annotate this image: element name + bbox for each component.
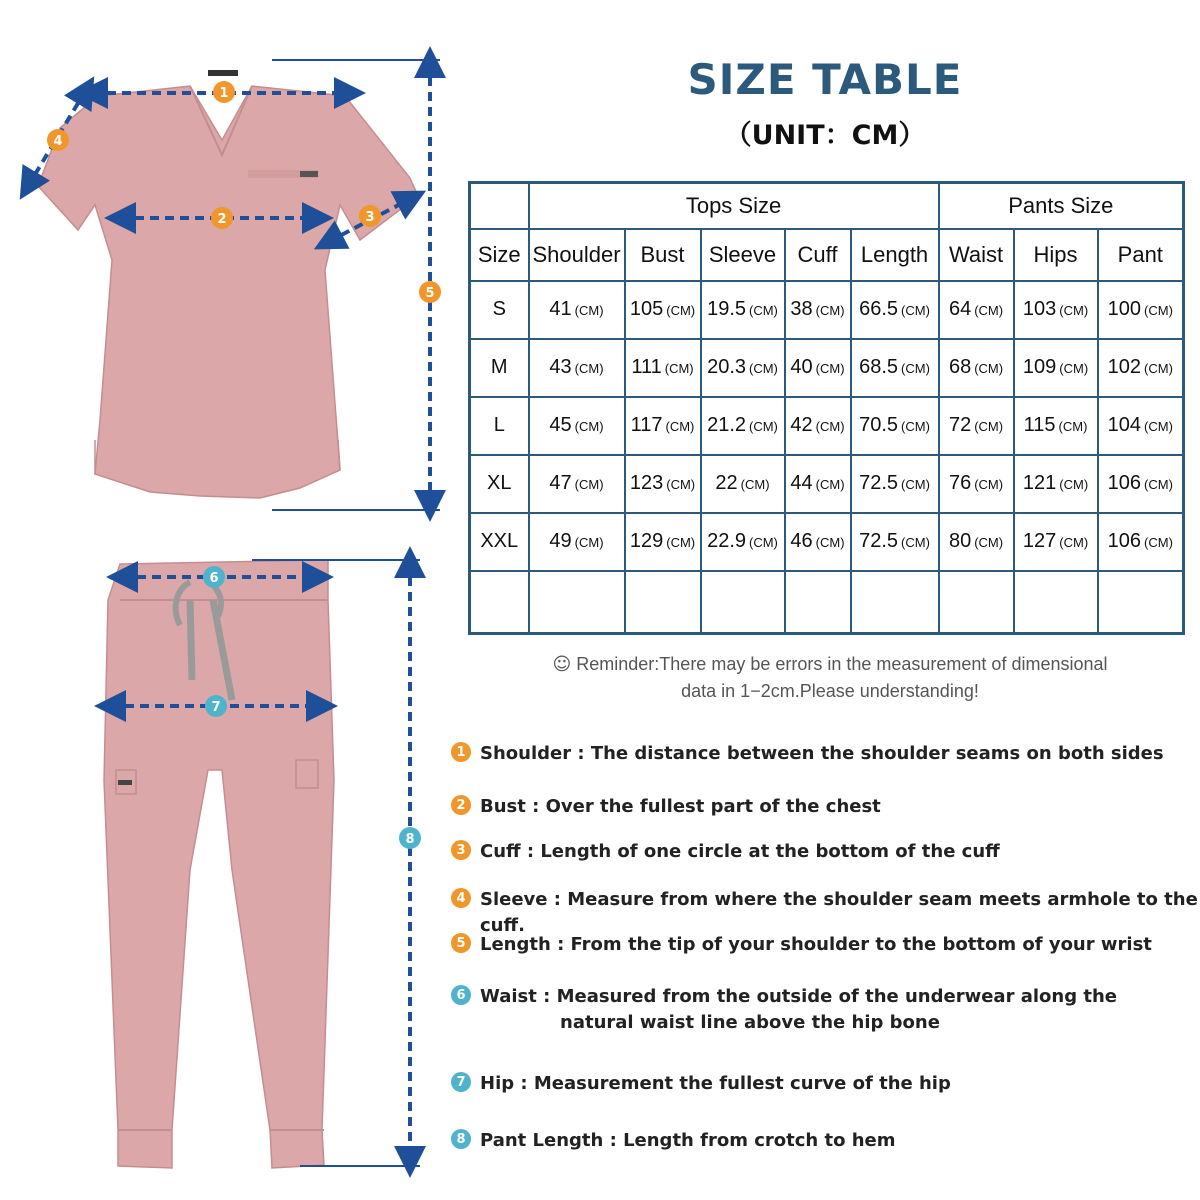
- legend-item: [451, 932, 1152, 958]
- reminder-line-2: data in 1−2cm.Please understanding!: [681, 681, 979, 701]
- measurement-cell: [851, 397, 939, 455]
- marker-3: [359, 205, 381, 227]
- legend-line: Waist : Measured from the outside of the underwear along the: [480, 986, 1117, 1007]
- measurement-cell: [701, 513, 785, 571]
- measurement-cell: [625, 339, 701, 397]
- reminder-line-1: Reminder:There may be errors in the measurement of dimensional: [576, 654, 1108, 674]
- unit-label: (CM): [665, 419, 695, 434]
- measurement-value: 102: [1107, 356, 1142, 378]
- legend-item: [451, 984, 1117, 1036]
- legend-item: [451, 1128, 896, 1154]
- measurement-value: 43: [549, 356, 572, 378]
- unit-label: (CM): [1144, 477, 1173, 492]
- group-header-pants: Pants Size: [939, 183, 1184, 229]
- unit-label: (CM): [749, 361, 778, 376]
- legend-item: [451, 1071, 951, 1097]
- unit-label: (CM): [574, 477, 604, 492]
- measurement-cell: [1098, 281, 1184, 339]
- measurement-value: 80: [948, 530, 972, 552]
- measurement-value: 109: [1022, 356, 1057, 378]
- unit-label: (CM): [574, 419, 604, 434]
- measurement-cell: [701, 397, 785, 455]
- measurement-cell: [529, 281, 625, 339]
- unit-label: （UNIT：CM）: [724, 120, 926, 151]
- svg-text:6: 6: [209, 571, 219, 586]
- measurement-value: 66.5: [859, 298, 899, 320]
- measurement-cell: [1098, 339, 1184, 397]
- measurement-cell: [1014, 339, 1098, 397]
- column-header: Size: [470, 229, 529, 281]
- svg-text:2: 2: [217, 212, 227, 227]
- table-row: [470, 397, 1184, 455]
- measurement-value: 64: [948, 298, 972, 320]
- legend-text: [480, 839, 1000, 865]
- measurement-cell: [1014, 455, 1098, 513]
- table-row: [470, 455, 1184, 513]
- measurement-cell: [625, 513, 701, 571]
- unit-label: (CM): [974, 419, 1004, 434]
- unit-label: (CM): [574, 303, 604, 318]
- table-row: [470, 281, 1184, 339]
- measurement-cell: [851, 455, 939, 513]
- measurement-value: 117: [630, 414, 663, 436]
- legend-item: [451, 794, 881, 820]
- svg-text:1: 1: [219, 86, 229, 101]
- svg-text:5: 5: [425, 286, 435, 301]
- unit-label: (CM): [664, 361, 694, 376]
- legend-text: [480, 932, 1152, 958]
- unit-label: (CM): [1059, 477, 1089, 492]
- unit-label: (CM): [815, 303, 845, 318]
- legend-line: natural waist line above the hip bone: [560, 1012, 940, 1033]
- scrub-pants: [104, 560, 334, 1168]
- unit-label: (CM): [574, 361, 604, 376]
- measurement-cell: [701, 281, 785, 339]
- unit-label: (CM): [815, 535, 845, 550]
- measurement-value: 115: [1023, 414, 1056, 436]
- legend-line: Sleeve : Measure from where the shoulder seam meets armhole to the cuff.: [480, 889, 1198, 936]
- measurement-cell: [785, 397, 851, 455]
- measurement-value: 76: [948, 472, 972, 494]
- measurement-value: 106: [1107, 530, 1142, 552]
- measurement-value: 41: [549, 298, 572, 320]
- measurement-cell: [1014, 281, 1098, 339]
- measurement-value: 38: [790, 298, 813, 320]
- number-badge: 8: [451, 1129, 471, 1149]
- table-row: [470, 339, 1184, 397]
- measurement-value: 40: [790, 356, 813, 378]
- measurement-value: 123: [629, 472, 664, 494]
- column-header: Shoulder: [529, 229, 625, 281]
- table-row: [470, 513, 1184, 571]
- measurement-value: 68.5: [859, 356, 899, 378]
- measurement-value: 72: [948, 414, 972, 436]
- unit-label: (CM): [1059, 361, 1089, 376]
- number-badge: 5: [451, 933, 471, 953]
- measurement-value: 72.5: [859, 530, 899, 552]
- legend-text: [480, 1128, 896, 1154]
- column-header: Cuff: [785, 229, 851, 281]
- number-badge: 3: [451, 840, 471, 860]
- measurement-value: 105: [629, 298, 664, 320]
- svg-text:3: 3: [365, 210, 375, 225]
- legend-line: Cuff : Length of one circle at the bottom of the cuff: [480, 841, 1000, 862]
- unit-label: (CM): [901, 419, 930, 434]
- svg-text:4: 4: [53, 134, 63, 149]
- unit-label: (CM): [1144, 303, 1173, 318]
- size-cell: M: [470, 339, 529, 397]
- measurement-cell: [1098, 513, 1184, 571]
- empty-cell: [1014, 571, 1098, 634]
- empty-cell: [1098, 571, 1184, 634]
- legend-line: Hip : Measurement the fullest curve of the hip: [480, 1073, 951, 1094]
- measurement-cell: [939, 339, 1014, 397]
- measurement-value: 68: [948, 356, 972, 378]
- size-cell: XXL: [470, 513, 529, 571]
- column-header: Sleeve: [701, 229, 785, 281]
- legend-line: Bust : Over the fullest part of the chest: [480, 796, 881, 817]
- measurement-cell: [529, 513, 625, 571]
- unit-label: (CM): [901, 303, 930, 318]
- svg-text:7: 7: [211, 700, 221, 715]
- measurement-value: 42: [790, 414, 813, 436]
- unit-label: (CM): [974, 535, 1004, 550]
- empty-cell: [939, 571, 1014, 634]
- size-cell: S: [470, 281, 529, 339]
- measurement-cell: [625, 455, 701, 513]
- measurement-cell: [939, 455, 1014, 513]
- marker-6: [203, 566, 225, 588]
- scrub-top: [38, 70, 418, 498]
- column-header: Hips: [1014, 229, 1098, 281]
- unit-label: (CM): [1059, 303, 1089, 318]
- unit-label: (CM): [1144, 419, 1173, 434]
- measurement-value: 121: [1022, 472, 1057, 494]
- legend-item: [451, 839, 1000, 865]
- size-cell: L: [470, 397, 529, 455]
- legend-line: Length : From the tip of your shoulder to the bottom of your wrist: [480, 934, 1152, 955]
- number-badge: 7: [451, 1072, 471, 1092]
- size-cell: XL: [470, 455, 529, 513]
- measurement-value: 20.3: [707, 356, 747, 378]
- number-badge: 1: [451, 742, 471, 762]
- number-badge: 4: [451, 888, 471, 908]
- unit-label: (CM): [815, 477, 845, 492]
- legend-line: Shoulder : The distance between the shoulder seams on both sides: [480, 743, 1164, 764]
- measurement-value: 44: [790, 472, 813, 494]
- column-header-row: [470, 229, 1184, 281]
- measurement-cell: [785, 281, 851, 339]
- measurement-value: 70.5: [859, 414, 899, 436]
- measurement-cell: [851, 513, 939, 571]
- empty-cell: [470, 571, 529, 634]
- measurement-value: 127: [1022, 530, 1057, 552]
- measurement-value: 19.5: [707, 298, 747, 320]
- measurement-cell: [851, 339, 939, 397]
- unit-label: (CM): [1144, 361, 1173, 376]
- measurement-value: 100: [1107, 298, 1142, 320]
- measurement-cell: [529, 455, 625, 513]
- measurement-value: 103: [1022, 298, 1057, 320]
- unit-label: (CM): [666, 303, 696, 318]
- unit-label: (CM): [574, 535, 604, 550]
- number-badge: 6: [451, 985, 471, 1005]
- measurement-cell: [529, 339, 625, 397]
- empty-cell: [625, 571, 701, 634]
- measurement-cell: [529, 397, 625, 455]
- measurement-value: 46: [790, 530, 813, 552]
- unit-label: (CM): [1059, 535, 1089, 550]
- empty-cell: [701, 571, 785, 634]
- measurement-cell: [1014, 397, 1098, 455]
- garment-figure: [0, 0, 460, 1200]
- number-badge: 2: [451, 795, 471, 815]
- column-header: Waist: [939, 229, 1014, 281]
- column-header: Bust: [625, 229, 701, 281]
- marker-5: [419, 281, 441, 303]
- marker-7: [205, 695, 227, 717]
- legend-text: [480, 1071, 951, 1097]
- marker-1: [213, 81, 235, 103]
- unit-label: (CM): [1144, 535, 1173, 550]
- legend-item: [451, 741, 1164, 767]
- unit-label: (CM): [901, 477, 930, 492]
- measurement-value: 72.5: [859, 472, 899, 494]
- table-corner: [470, 183, 529, 229]
- measurement-value: 129: [629, 530, 664, 552]
- empty-cell: [851, 571, 939, 634]
- group-header-tops: Tops Size: [529, 183, 939, 229]
- unit-label: (CM): [666, 535, 696, 550]
- marker-4: [47, 129, 69, 151]
- measurement-cell: [785, 455, 851, 513]
- unit-label: (CM): [666, 477, 696, 492]
- measurement-cell: [1098, 455, 1184, 513]
- unit-label: (CM): [974, 477, 1004, 492]
- unit-label: (CM): [974, 303, 1004, 318]
- column-header: Length: [851, 229, 939, 281]
- legend-line: Pant Length : Length from crotch to hem: [480, 1130, 896, 1151]
- measurement-value: 22.9: [707, 530, 747, 552]
- marker-8: [399, 827, 421, 849]
- measurement-cell: [1098, 397, 1184, 455]
- empty-cell: [785, 571, 851, 634]
- unit-label: (CM): [749, 535, 778, 550]
- unit-label: (CM): [815, 361, 845, 376]
- empty-row: [470, 571, 1184, 634]
- legend-text: [480, 741, 1164, 767]
- reminder-note: [480, 651, 1180, 704]
- measurement-cell: [625, 397, 701, 455]
- measurement-cell: [939, 513, 1014, 571]
- measurement-value: 104: [1107, 414, 1142, 436]
- unit-label: (CM): [815, 419, 845, 434]
- measurement-value: 49: [549, 530, 572, 552]
- empty-cell: [529, 571, 625, 634]
- measurement-value: 22: [715, 472, 738, 494]
- measurement-cell: [851, 281, 939, 339]
- marker-2: [211, 207, 233, 229]
- column-header: Pant: [1098, 229, 1184, 281]
- unit-label: (CM): [974, 361, 1004, 376]
- measurement-value: 21.2: [707, 414, 747, 436]
- measurement-value: 47: [549, 472, 572, 494]
- measurement-value: 45: [549, 414, 572, 436]
- measurement-cell: [785, 339, 851, 397]
- measurement-cell: [1014, 513, 1098, 571]
- measurement-cell: [939, 397, 1014, 455]
- measurement-value: 106: [1107, 472, 1142, 494]
- legend-text: [480, 794, 881, 820]
- measurement-cell: [701, 455, 785, 513]
- page-title: SIZE TABLE: [687, 55, 963, 104]
- svg-text:8: 8: [405, 832, 415, 847]
- smiley-icon: ☺: [552, 654, 572, 675]
- measurement-cell: [701, 339, 785, 397]
- unit-label: (CM): [749, 303, 778, 318]
- unit-label: (CM): [901, 535, 930, 550]
- unit-label: (CM): [749, 419, 778, 434]
- unit-label: (CM): [740, 477, 770, 492]
- measurement-value: 111: [631, 356, 662, 378]
- brand-label-tag: [208, 70, 238, 76]
- measurement-cell: [785, 513, 851, 571]
- measurement-cell: [625, 281, 701, 339]
- legend-text: [480, 984, 1117, 1036]
- unit-label: (CM): [901, 361, 930, 376]
- unit-label: (CM): [1058, 419, 1088, 434]
- size-table: [468, 181, 1185, 635]
- measurement-cell: [939, 281, 1014, 339]
